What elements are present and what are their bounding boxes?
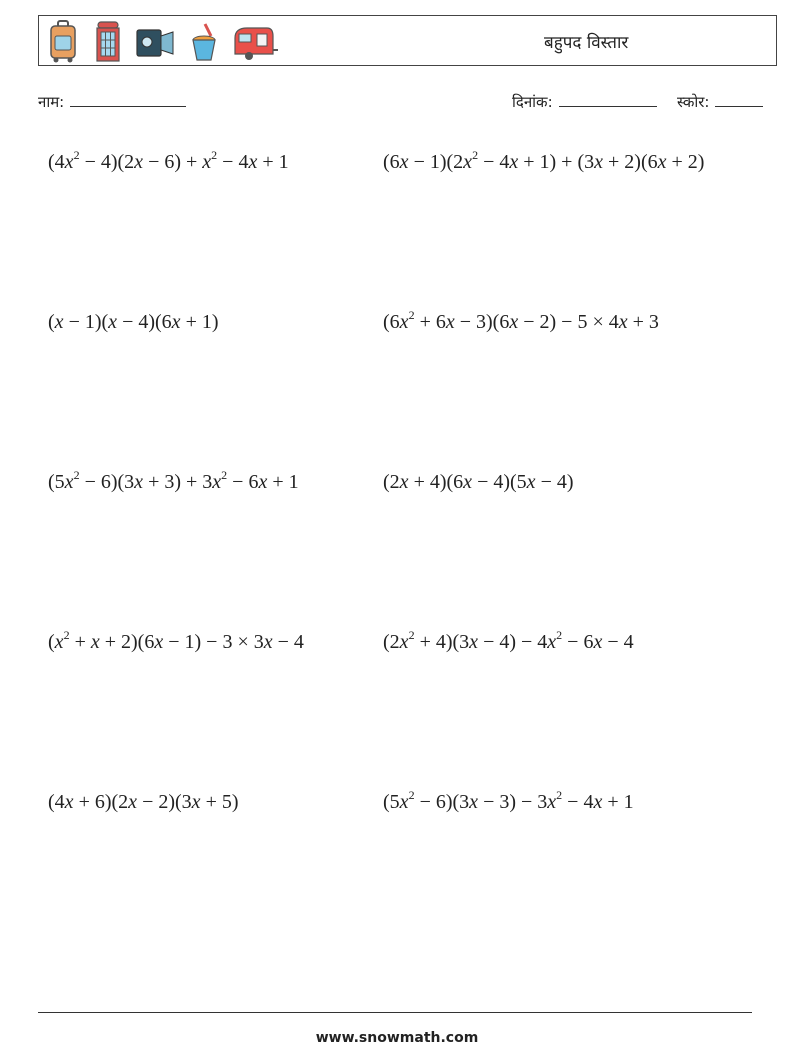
phone-booth-icon [95,20,121,64]
problem-1: $(4x^2 - 4)(2x - 6) + x^2 - 4x + 1$ [48,148,289,173]
worksheet-header [38,15,777,66]
problem-10: $(5x^2 - 6)(3x - 3) - 3x^2 - 4x + 1$ [383,788,634,813]
date-label: दिनांक: [512,93,553,111]
worksheet-title: बहुपद विस्तार [544,33,629,53]
footer-website[interactable]: www.snowmath.com [315,1030,479,1046]
date-field[interactable] [512,92,657,112]
problem-4: $(6x^2 + 6x - 3)(6x - 2) - 5 \times 4x + 3$ [383,308,659,333]
problem-6: (2x + 4)(6x − 4)(5x − 4) [383,471,574,493]
name-label: नाम: [38,93,65,111]
score-field[interactable] [677,92,763,112]
name-field[interactable] [38,92,186,112]
footer-divider [38,1012,752,1013]
problem-7: $(x^2 + x + 2)(6x - 1) - 3 \times 3x - 4$ [48,628,304,653]
luggage-icon [49,20,77,64]
score-blank[interactable] [715,92,763,107]
problem-5: $(5x^2 - 6)(3x + 3) + 3x^2 - 6x + 1$ [48,468,299,493]
date-blank[interactable] [559,92,657,107]
problem-2: $(6x - 1)(2x^2 - 4x + 1) + (3x + 2)(6x + 2)$ [383,148,705,173]
name-blank[interactable] [70,92,186,107]
camper-trailer-icon [231,20,279,64]
sand-bucket-icon [189,20,219,64]
problem-8: $(2x^2 + 4)(3x - 4) - 4x^2 - 6x - 4$ [383,628,634,653]
problem-3: (x − 1)(x − 4)(6x + 1) [48,311,219,333]
problem-9: (4x + 6)(2x − 2)(3x + 5) [48,791,239,813]
score-label: स्कोर: [677,93,710,111]
camcorder-icon [135,20,175,64]
